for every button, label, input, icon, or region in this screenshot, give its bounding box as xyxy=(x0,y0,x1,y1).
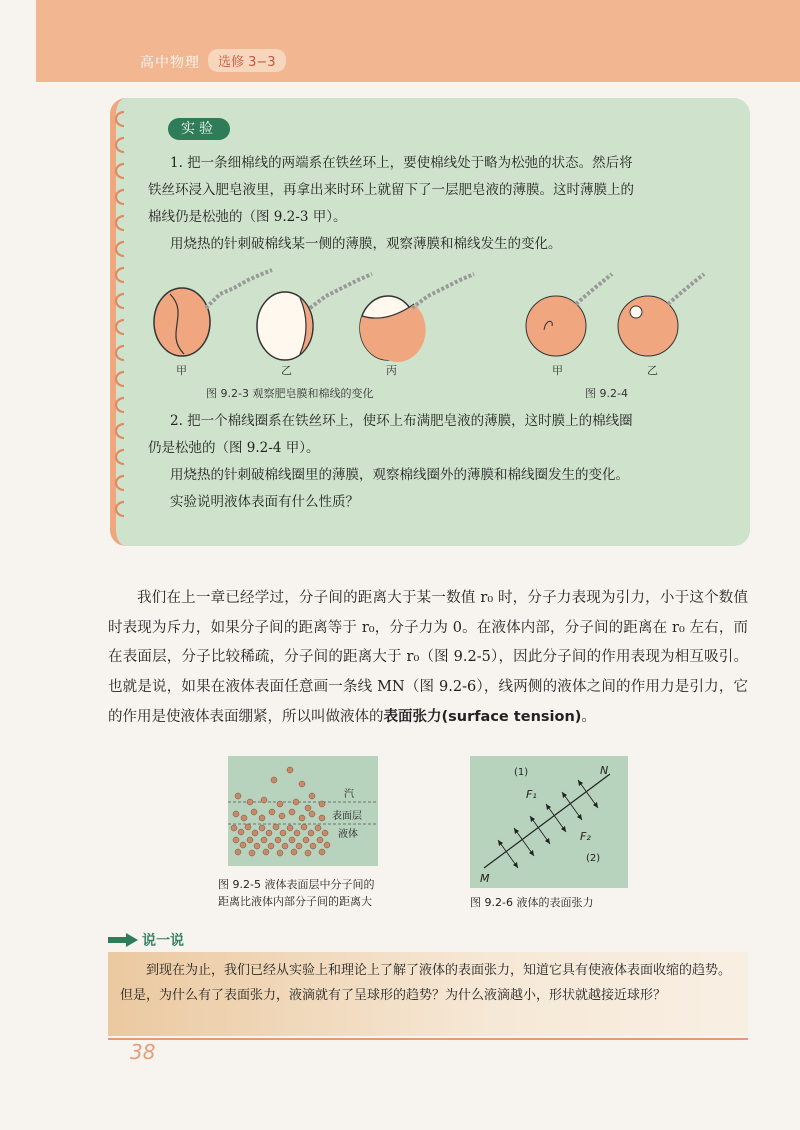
lab-p2-line2: 仍是松弛的（图 9.2-4 甲）。 xyxy=(148,440,320,456)
body-line-end: 。 xyxy=(581,709,596,725)
spiral-binding-icon xyxy=(104,104,138,544)
body-line-5: 的液体之间的作用力是引力，它的作用是使液体表面绷紧，所以叫做液体的 xyxy=(108,678,749,725)
fig4-label-yi: 乙 xyxy=(647,364,658,377)
fig6-label-F2: F₂ xyxy=(580,830,591,843)
lab-p2-line1: 2. 把一个棉线圈系在铁丝环上，使环上布满肥皂液的薄膜，这时膜上的棉线圈 xyxy=(170,413,633,429)
fig4-yi-illustration xyxy=(618,274,704,356)
fig4-caption: 图 9.2-4 xyxy=(585,387,628,400)
term-english: (surface tension) xyxy=(441,709,582,725)
body-line-3: 离在 r₀ 左右，而在表面层，分子比较稀疏，分子间的距离大于 r₀（图 9.2-5），因此分子间 xyxy=(108,619,748,665)
page-number: 38 xyxy=(130,1040,156,1064)
body-line-1: 我们在上一章已经学过，分子间的距离大于某一数值 r₀ 时，分子力表现为引力，小于 xyxy=(137,590,690,606)
fig5-caption-line1: 图 9.2-5 液体表面层中分子间的 xyxy=(218,878,375,891)
experiment-badge: 实验 xyxy=(168,118,230,140)
soap-film-figures xyxy=(150,264,730,404)
fig3-label-jia: 甲 xyxy=(176,364,187,377)
fig5-label-liquid: 液体 xyxy=(338,829,358,840)
main-paragraph xyxy=(108,584,748,733)
fig6-label-N: N xyxy=(600,764,609,777)
bottom-divider xyxy=(108,1038,748,1040)
fig6-label-region1: (1) xyxy=(514,767,529,778)
say-title: 说一说 xyxy=(142,933,184,949)
fig5-caption-line2: 距离比液体内部分子间的距离大 xyxy=(218,895,372,908)
term-surface-tension: 表面张力 xyxy=(383,708,442,725)
discussion-text: 到现在为止，我们已经从实验上和理论上了解了液体的表面张力，知道它具有使液体表面收缩的趋势。但是，为什么有了表面张力，液滴就有了呈球形的趋势？为什么液滴越小，形状就越接近球形？ xyxy=(120,963,732,1003)
fig3-jia-illustration xyxy=(154,270,272,356)
fig3-bing-illustration xyxy=(360,274,474,362)
fig3-label-bing: 丙 xyxy=(386,364,397,377)
arrow-right-icon xyxy=(108,933,138,947)
volume-tag: 选修 3−3 xyxy=(208,49,286,72)
fig4-label-jia: 甲 xyxy=(552,364,563,377)
lab-p1-line2: 铁丝环浸入肥皂液里，再拿出来时环上就留下了一层肥皂液的薄膜。这时薄膜上的 xyxy=(148,182,634,198)
fig6-label-region2: (2) xyxy=(586,853,601,864)
fig3-caption: 图 9.2-3 观察肥皂膜和棉线的变化 xyxy=(206,387,374,400)
lab-p1-line1: 1. 把一条细棉线的两端系在铁丝环上，要使棉线处于略为松弛的状态。然后将 xyxy=(170,155,633,171)
fig6-label-M: M xyxy=(480,872,490,885)
fig3-label-yi: 乙 xyxy=(281,364,292,377)
book-title: 高中物理 xyxy=(140,55,200,71)
fig4-jia-illustration xyxy=(526,274,612,356)
fig6-caption: 图 9.2-6 液体的表面张力 xyxy=(470,896,594,909)
fig5-label-surface: 表面层 xyxy=(332,811,362,822)
lab-p2-line4: 实验说明液体表面有什么性质？ xyxy=(170,494,359,510)
fig3-yi-illustration xyxy=(257,274,372,360)
lab-p1-line3: 棉线仍是松弛的（图 9.2-3 甲）。 xyxy=(148,209,347,225)
body-line-2: 这个数值时表现为斥力，如果分子间的距离等于 r₀，分子力为 0。在液体内部，分子间的距 xyxy=(108,590,749,636)
fig6-label-F1: F₁ xyxy=(526,788,537,801)
fig5-label-vapor: 汽 xyxy=(344,789,354,800)
lab-p2-line3: 用烧热的针刺破棉线圈里的薄膜，观察棉线圈外的薄膜和棉线圈发生的变化。 xyxy=(170,467,629,483)
lab-p1-line4: 用烧热的针刺破棉线某一侧的薄膜，观察薄膜和棉线发生的变化。 xyxy=(170,236,562,252)
body-line-4: 的作用表现为相互吸引。也就是说，如果在液体表面任意画一条线 MN（图 9.2-6），线两侧 xyxy=(108,649,748,695)
